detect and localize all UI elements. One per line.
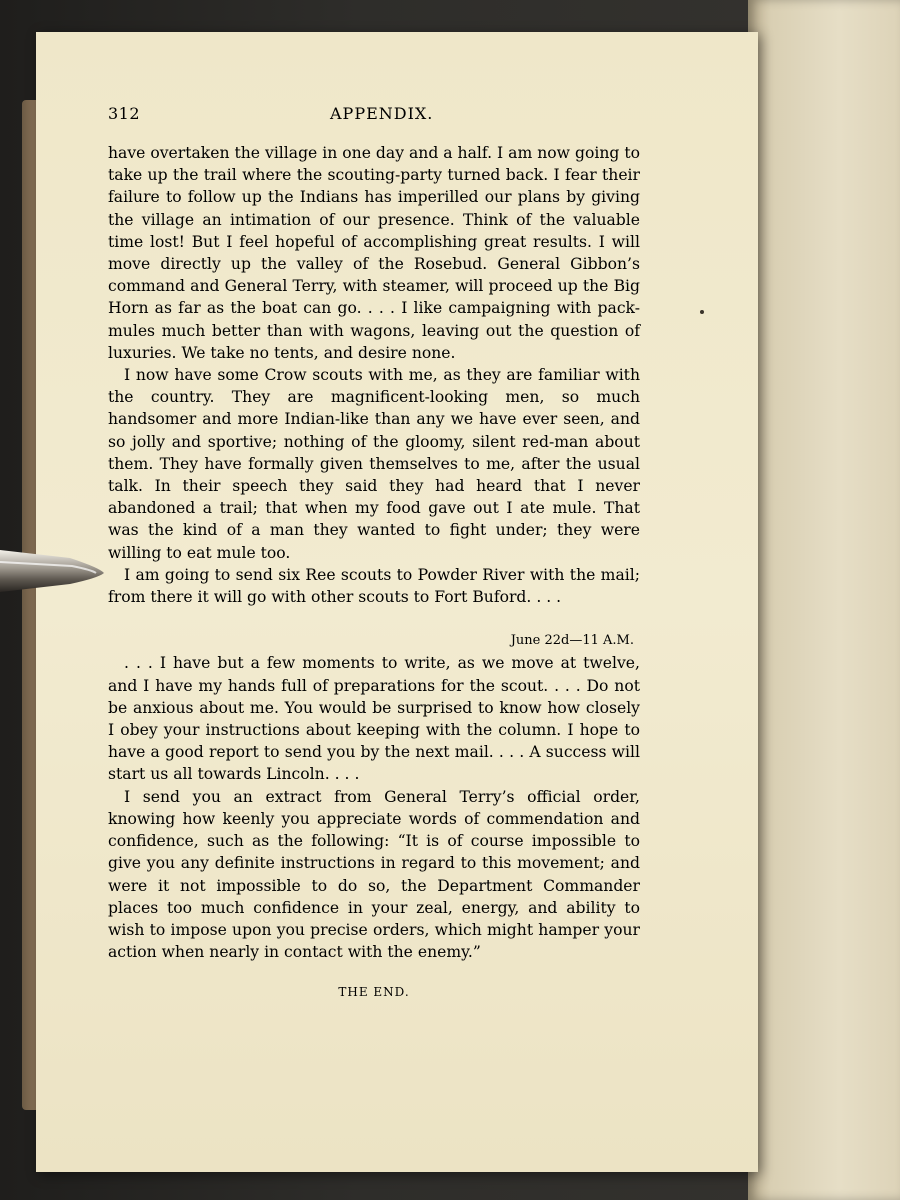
pen-pointer-icon — [0, 540, 110, 600]
page-header — [108, 104, 628, 134]
paragraph: I am going to send six Ree scouts to Powder River with the mail; from there it will go with other scouts to Fort Buford. . . . — [108, 565, 640, 607]
page-number: 312 — [108, 104, 141, 123]
running-head: APPENDIX. — [330, 104, 434, 123]
dateline: June 22d—11 A.M. — [510, 633, 634, 649]
facing-page — [748, 0, 900, 1200]
body-text — [108, 142, 640, 963]
paragraph: I now have some Crow scouts with me, as they are familiar with the country. They are magnificent-looking men, so much handsomer and more Indian-like than any we have ever seen, and so jolly and sportive; nothing of the gloomy, silent red-man about them. They have formally given themselves to me, after the usual talk. In their speech they said they had heard that I never abandoned a trail; that when my food gave out I ate mule. That was the kind of a man they wanted to fight under; they were willing to eat mule too. — [108, 366, 640, 562]
paragraph: . . . I have but a few moments to write, as we move at twelve, and I have my hands full of preparations for the scout. . . . Do not be anxious about me. You would be surprised to know how closely I obey your instructions about keeping with the column. I hope to have a good report to send you by the next mail. . . . A success will start us all towards Lincoln. . . . — [108, 654, 640, 784]
paragraph: I send you an extract from General Terry’s official order, knowing how keenly you appreciate words of commendation and confidence, such as the following: “It is of course impossible to give you any definite instructions in regard to this movement; and were it not impossible to do so, the Department Commander places too much confidence in your zeal, energy, and ability to wish to impose upon you precise orders, which might hamper your action when nearly in contact with the enemy.” — [108, 787, 640, 962]
paragraph: have overtaken the village in one day and a half. I am now going to take up the trail where the scouting-party turned back. I fear their failure to follow up the Indians has imperilled our plans by giving the village an intimation of our presence. Think of the valuable time lost! But I feel hopeful of accomplishing great results. I will move directly up the valley of the Rosebud. General Gibbon’s command and General Terry, with steamer, will proceed up the Big Horn as far as the boat can go. . . . I like campaigning with pack-mules much better than with wagons, leaving out the question of luxuries. We take no tents, and desire none. — [108, 144, 640, 362]
closing-text: THE END. — [338, 985, 410, 999]
paper-speck — [700, 310, 704, 314]
